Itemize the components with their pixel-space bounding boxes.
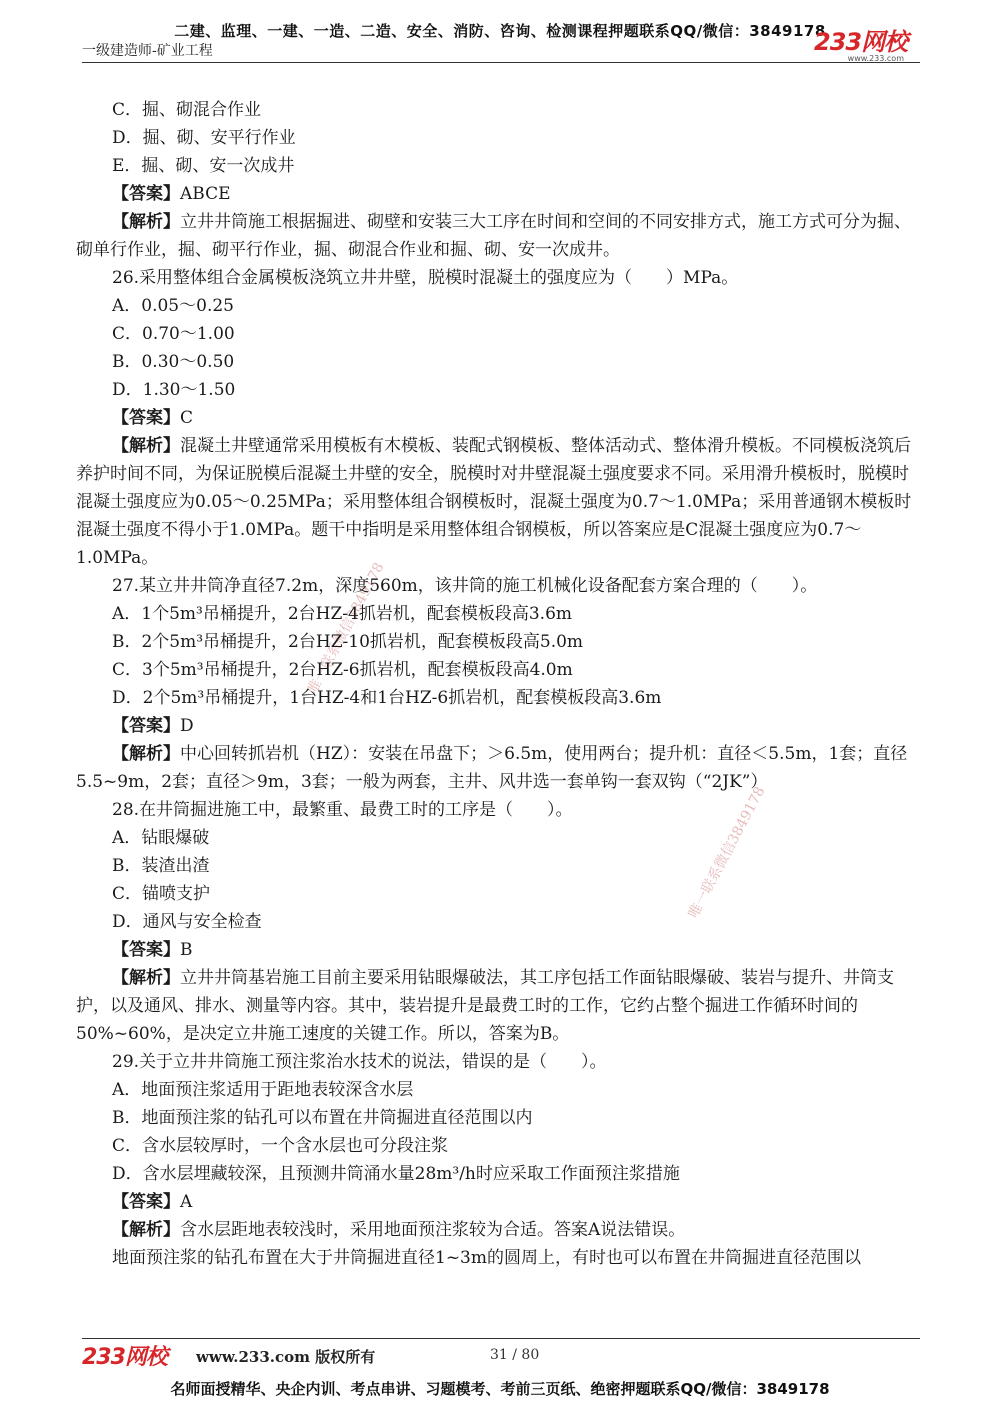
- answer-option: D．1.30～1.50: [112, 380, 236, 400]
- answer-option: B．地面预注浆的钻孔可以布置在井筒掘进直径范围以内: [112, 1108, 533, 1128]
- answer-block: [76, 1188, 918, 1216]
- document-subtitle: 一级建造师-矿业工程: [82, 43, 213, 59]
- header-divider: [82, 62, 920, 63]
- answer-tag: 【解析】: [112, 968, 180, 988]
- explanation-block: [76, 1216, 918, 1244]
- bottom-banner: 名师面授精华、央企内训、考点串讲、习题模考、考前三页纸、绝密押题联系QQ/微信：3849178: [170, 1380, 830, 1398]
- answer-option: D．通风与安全检查: [112, 912, 262, 932]
- answer-text: 立井井筒基岩施工目前主要采用钻眼爆破法，其工序包括工作面钻眼爆破、装岩与提升、井筒支护，以及通风、排水、测量等内容。其中，装岩提升是最费工时的工作，它约占整个掘进工作循环时间的50%~60%，是决定立井施工速度的关键工作。所以，答案为B。: [76, 968, 894, 1044]
- answer-block: [76, 180, 918, 208]
- footer-divider: [82, 1338, 920, 1339]
- answer-text: C: [180, 408, 194, 428]
- question-text: 28.在井筒掘进施工中，最繁重、最费工时的工序是（ ）。: [112, 800, 573, 820]
- watermark-1: 唯一联系微信3849178: [304, 560, 388, 697]
- answer-tag: 【答案】: [112, 1192, 180, 1212]
- answer-tag: 【解析】: [112, 744, 180, 764]
- answer-text: 含水层距地表较浅时，采用地面预注浆较为合适。答案A说法错误。: [180, 1220, 686, 1240]
- answer-text: 立井井筒施工根据掘进、砌壁和安装三大工序在时间和空间的不同安排方式，施工方式可分为掘、砌单行作业，掘、砌平行作业，掘、砌混合作业和掘、砌、安一次成井。: [76, 212, 911, 260]
- answer-text: A: [180, 1192, 193, 1212]
- answer-option: B．装渣出渣: [112, 856, 210, 876]
- document-body: [76, 96, 918, 1272]
- answer-option: A．1个5m³吊桶提升，2台HZ-4抓岩机，配套模板段高3.6m: [112, 604, 573, 624]
- explanation-block: [76, 208, 918, 264]
- answer-tag: 【解析】: [112, 212, 180, 232]
- question-text: 地面预注浆的钻孔布置在大于井筒掘进直径1~3m的圆周上，有时也可以布置在井筒掘进直径范围以: [112, 1248, 861, 1268]
- answer-option: C．含水层较厚时，一个含水层也可分段注浆: [112, 1136, 449, 1156]
- explanation-block: [76, 432, 918, 572]
- copyright-text: www.233.com 版权所有: [196, 1348, 376, 1366]
- answer-block: [76, 936, 918, 964]
- answer-option: A．钻眼爆破: [112, 828, 210, 848]
- answer-option: C．3个5m³吊桶提升，2台HZ-6抓岩机，配套模板段高4.0m: [112, 660, 573, 680]
- answer-option: C．0.70～1.00: [112, 324, 235, 344]
- answer-tag: 【答案】: [112, 408, 180, 428]
- answer-option: A．0.05～0.25: [112, 296, 234, 316]
- answer-option: B．0.30～0.50: [112, 352, 235, 372]
- answer-option: D．含水层埋藏较深，且预测井筒涌水量28m³/h时应采取工作面预注浆措施: [112, 1164, 680, 1184]
- answer-block: [76, 404, 918, 432]
- page-number: 31 / 80: [490, 1347, 540, 1363]
- brand-logo-text: 233网校: [814, 28, 908, 56]
- answer-tag: 【解析】: [112, 436, 180, 456]
- answer-option: E．掘、砌、安一次成井: [112, 156, 295, 176]
- answer-tag: 【答案】: [112, 940, 180, 960]
- answer-option: C．掘、砌混合作业: [112, 100, 262, 120]
- answer-text: 中心回转抓岩机（HZ）：安装在吊盘下；＞6.5m，使用两台；提升机：直径＜5.5m，1套；直径5.5~9m，2套；直径＞9m，3套；一般为两套，主井、风井选一套单钩一套双钩（“2JK”）: [76, 744, 908, 792]
- answer-option: B．2个5m³吊桶提升，2台HZ-10抓岩机，配套模板段高5.0m: [112, 632, 584, 652]
- question-text: 27.某立井井筒净直径7.2m，深度560m，该井筒的施工机械化设备配套方案合理的（ ）。: [112, 576, 818, 596]
- watermark-2: 唯一联系微信3849178: [685, 784, 769, 921]
- answer-text: ABCE: [180, 184, 231, 204]
- answer-tag: 【答案】: [112, 184, 180, 204]
- answer-option: A．地面预注浆适用于距地表较深含水层: [112, 1080, 414, 1100]
- answer-text: D: [180, 716, 194, 736]
- explanation-block: [76, 740, 918, 796]
- answer-block: [76, 712, 918, 740]
- explanation-block: [76, 964, 918, 1048]
- answer-option: D．2个5m³吊桶提升，1台HZ-4和1台HZ-6抓岩机，配套模板段高3.6m: [112, 688, 662, 708]
- question-text: 26.采用整体组合金属模板浇筑立井井壁，脱模时混凝土的强度应为（ ）MPa。: [112, 268, 739, 288]
- footer-logo: 233网校: [82, 1345, 167, 1370]
- brand-logo: [814, 30, 922, 64]
- question-text: 29.关于立井井筒施工预注浆治水技术的说法，错误的是（ ）。: [112, 1052, 607, 1072]
- answer-text: B: [180, 940, 193, 960]
- answer-option: C．锚喷支护: [112, 884, 211, 904]
- answer-text: 混凝土井壁通常采用模板有木模板、装配式钢模板、整体活动式、整体滑升模板。不同模板浇筑后养护时间不同，为保证脱模后混凝土井壁的安全，脱模时对井壁混凝土强度要求不同。采用滑升模板时，脱模时混凝土强度应为0.05～0.25MPa；采用整体组合钢模板时，混凝土强度为0.7～1.0MPa；采用普通钢木模板时混凝土强度不得小于1.0MPa。题干中指明是采用整体组合钢模板，所以答案应是C混凝土强度应为0.7～1.0MPa。: [76, 436, 912, 568]
- brand-logo-url: www.233.com: [847, 54, 904, 63]
- top-banner: 二建、监理、一建、一造、二造、安全、消防、咨询、检测课程押题联系QQ/微信：3849178: [174, 22, 826, 40]
- answer-tag: 【答案】: [112, 716, 180, 736]
- answer-option: D．掘、砌、安平行作业: [112, 128, 296, 148]
- answer-tag: 【解析】: [112, 1220, 180, 1240]
